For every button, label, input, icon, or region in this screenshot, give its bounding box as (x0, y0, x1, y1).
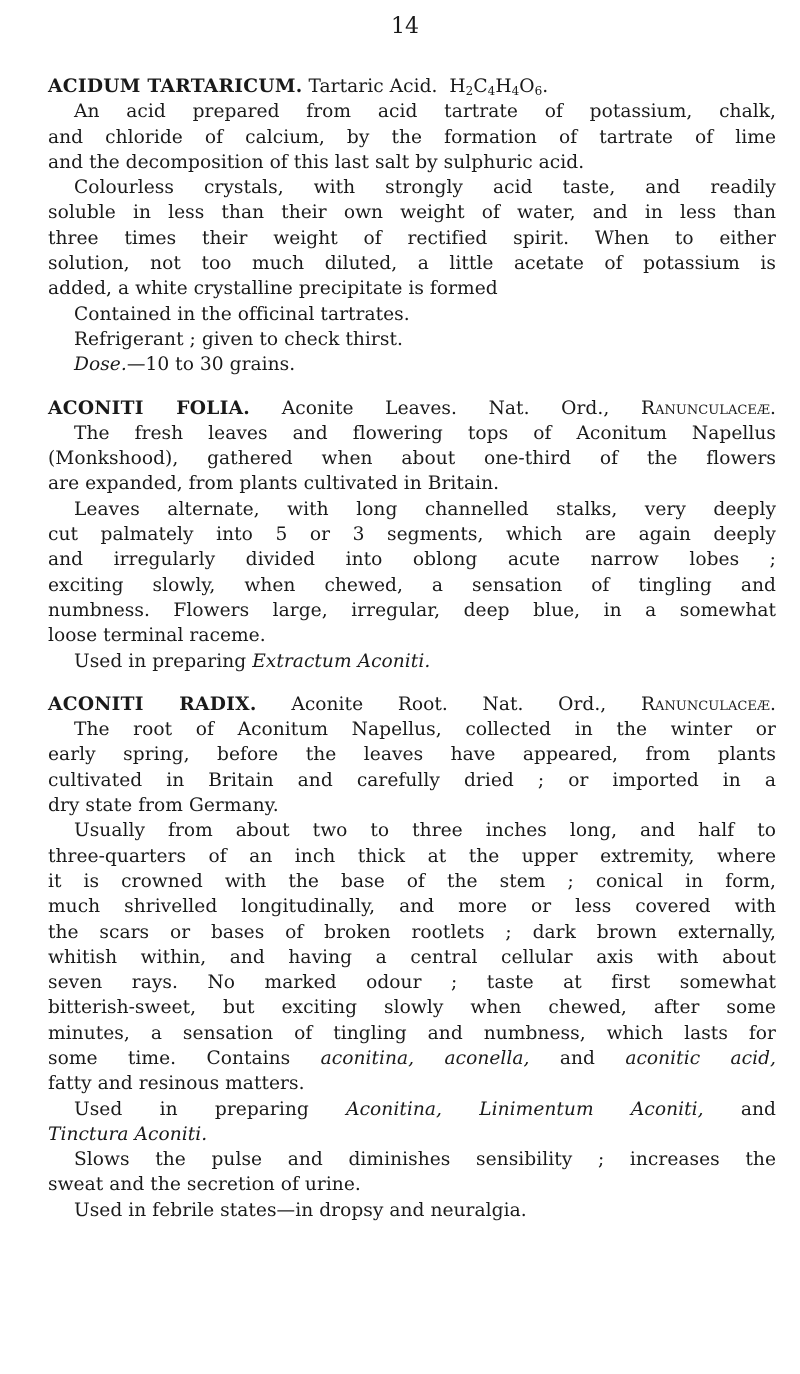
dose-line (48, 352, 776, 377)
contains-line: some time. Contains aconitina, aconella, and aconitic acid, (48, 1047, 777, 1069)
body-line: and chloride of calcium, by the formation of tartrate of lime (48, 126, 776, 148)
body-line: Used in febrile states—in dropsy and neuralgia. (74, 1199, 527, 1221)
entry-heading: ACONITI FOLIA. (48, 397, 251, 419)
body-line: seven rays. No marked odour ; taste at first somewhat (48, 972, 776, 994)
used-in-prefix: Used in preparing (74, 1098, 309, 1120)
body-line: cut palmately into 5 or 3 segments, which are again deeply (48, 524, 776, 546)
body-line: solution, not too much diluted, a little acetate of potassium is (48, 253, 776, 275)
used-in-line: Used in preparing Aconitina, Linimentum Aconiti, and (74, 1098, 776, 1120)
entry-aconiti-folia (48, 396, 776, 674)
used-in-items: Aconitina, Linimentum Aconiti, (346, 1098, 704, 1120)
body-line: dry state from Germany. (48, 795, 279, 817)
body-line: cultivated in Britain and carefully dried ; or imported in a (48, 769, 776, 791)
body-line: Refrigerant ; given to check thirst. (74, 328, 403, 350)
used-in-line-cont (48, 1122, 776, 1147)
body-line: soluble in less than their own weight of water, and in less than (48, 202, 776, 224)
body-line: Leaves alternate, with long channelled stalks, very deeply (74, 498, 776, 520)
body-line: Slows the pulse and diminishes sensibility ; increases the (74, 1149, 776, 1171)
body-line: sweat and the secretion of urine. (48, 1174, 361, 1196)
body-line: three times their weight of rectified spirit. When to either (48, 227, 776, 249)
used-in-prefix: Used in preparing (74, 650, 247, 672)
body-line: fatty and resinous matters. (48, 1073, 305, 1095)
body-line: (Monkshood), gathered when about one-third of the flowers (48, 448, 776, 470)
entry-acidum-tartaricum (48, 74, 776, 378)
body-line: added, a white crystalline precipitate is formed (48, 278, 498, 300)
used-in-item: Extractum Aconiti. (252, 650, 431, 672)
entry-heading: ACONITI RADIX. (48, 693, 257, 715)
entry-subheading: Aconite Leaves. Nat. Ord., (281, 397, 610, 419)
body-line: and the decomposition of this last salt by sulphuric acid. (48, 151, 585, 173)
body-line: loose terminal raceme. (48, 625, 266, 647)
body-line: minutes, a sensation of tingling and numbness, which lasts for (48, 1022, 776, 1044)
natural-order: Ranunculaceæ. (640, 693, 776, 715)
entry-subheading: Aconite Root. Nat. Ord., (291, 693, 607, 715)
body-line: Contained in the officinal tartrates. (74, 303, 410, 325)
body-line: bitterish-sweet, but exciting slowly when chewed, after some (48, 997, 776, 1019)
body-line: it is crowned with the base of the stem ; conical in form, (48, 870, 776, 892)
body-line: are expanded, from plants cultivated in Britain. (48, 473, 500, 495)
book-page (48, 14, 776, 1241)
used-in-tinctura: Tinctura Aconiti. (48, 1123, 208, 1145)
entry-heading-line (48, 396, 776, 421)
natural-order: Ranunculaceæ. (640, 397, 776, 419)
contains-aconella: aconella, (444, 1047, 530, 1069)
entry-heading: ACIDUM TARTARICUM. (48, 76, 303, 97)
body-line: and irregularly divided into oblong acute narrow lobes ; (48, 549, 776, 571)
entry-aconiti-radix (48, 692, 776, 1223)
entry-heading-line (48, 692, 776, 717)
body-line: Usually from about two to three inches long, and half to (74, 820, 776, 842)
body-line: the scars or bases of broken rootlets ; dark brown externally, (48, 921, 776, 943)
body-line: numbness. Flowers large, irregular, deep blue, in a somewhat (48, 599, 776, 621)
body-line: exciting slowly, when chewed, a sensation of tingling and (48, 574, 776, 596)
body-line: The fresh leaves and flowering tops of Aconitum Napellus (74, 422, 776, 444)
dose-label: Dose. (74, 354, 127, 376)
contains-aconitic-acid: aconitic acid, (625, 1047, 777, 1069)
entry-subheading: Tartaric Acid. (308, 76, 438, 97)
chemical-formula: $H_2C_4H_4O_6$. (449, 76, 549, 98)
body-line: much shrivelled longitudinally, and more or less covered with (48, 896, 776, 918)
body-line: Colourless crystals, with strongly acid taste, and readily (74, 177, 776, 199)
entry-heading-line (48, 74, 776, 99)
dose-value: —10 to 30 grains. (126, 354, 296, 376)
body-line: An acid prepared from acid tartrate of potassium, chalk, (74, 101, 776, 123)
contains-aconitina: aconitina, (320, 1047, 415, 1069)
used-in-line (48, 649, 776, 674)
body-line: whitish within, and having a central cellular axis with about (48, 946, 776, 968)
body-line: three-quarters of an inch thick at the upper extremity, where (48, 845, 776, 867)
body-line: early spring, before the leaves have appeared, from plants (48, 744, 776, 766)
page-number: 14 (391, 14, 419, 39)
contains-prefix: some time. Contains (48, 1047, 291, 1069)
body-line: The root of Aconitum Napellus, collected in the winter or (74, 719, 776, 741)
